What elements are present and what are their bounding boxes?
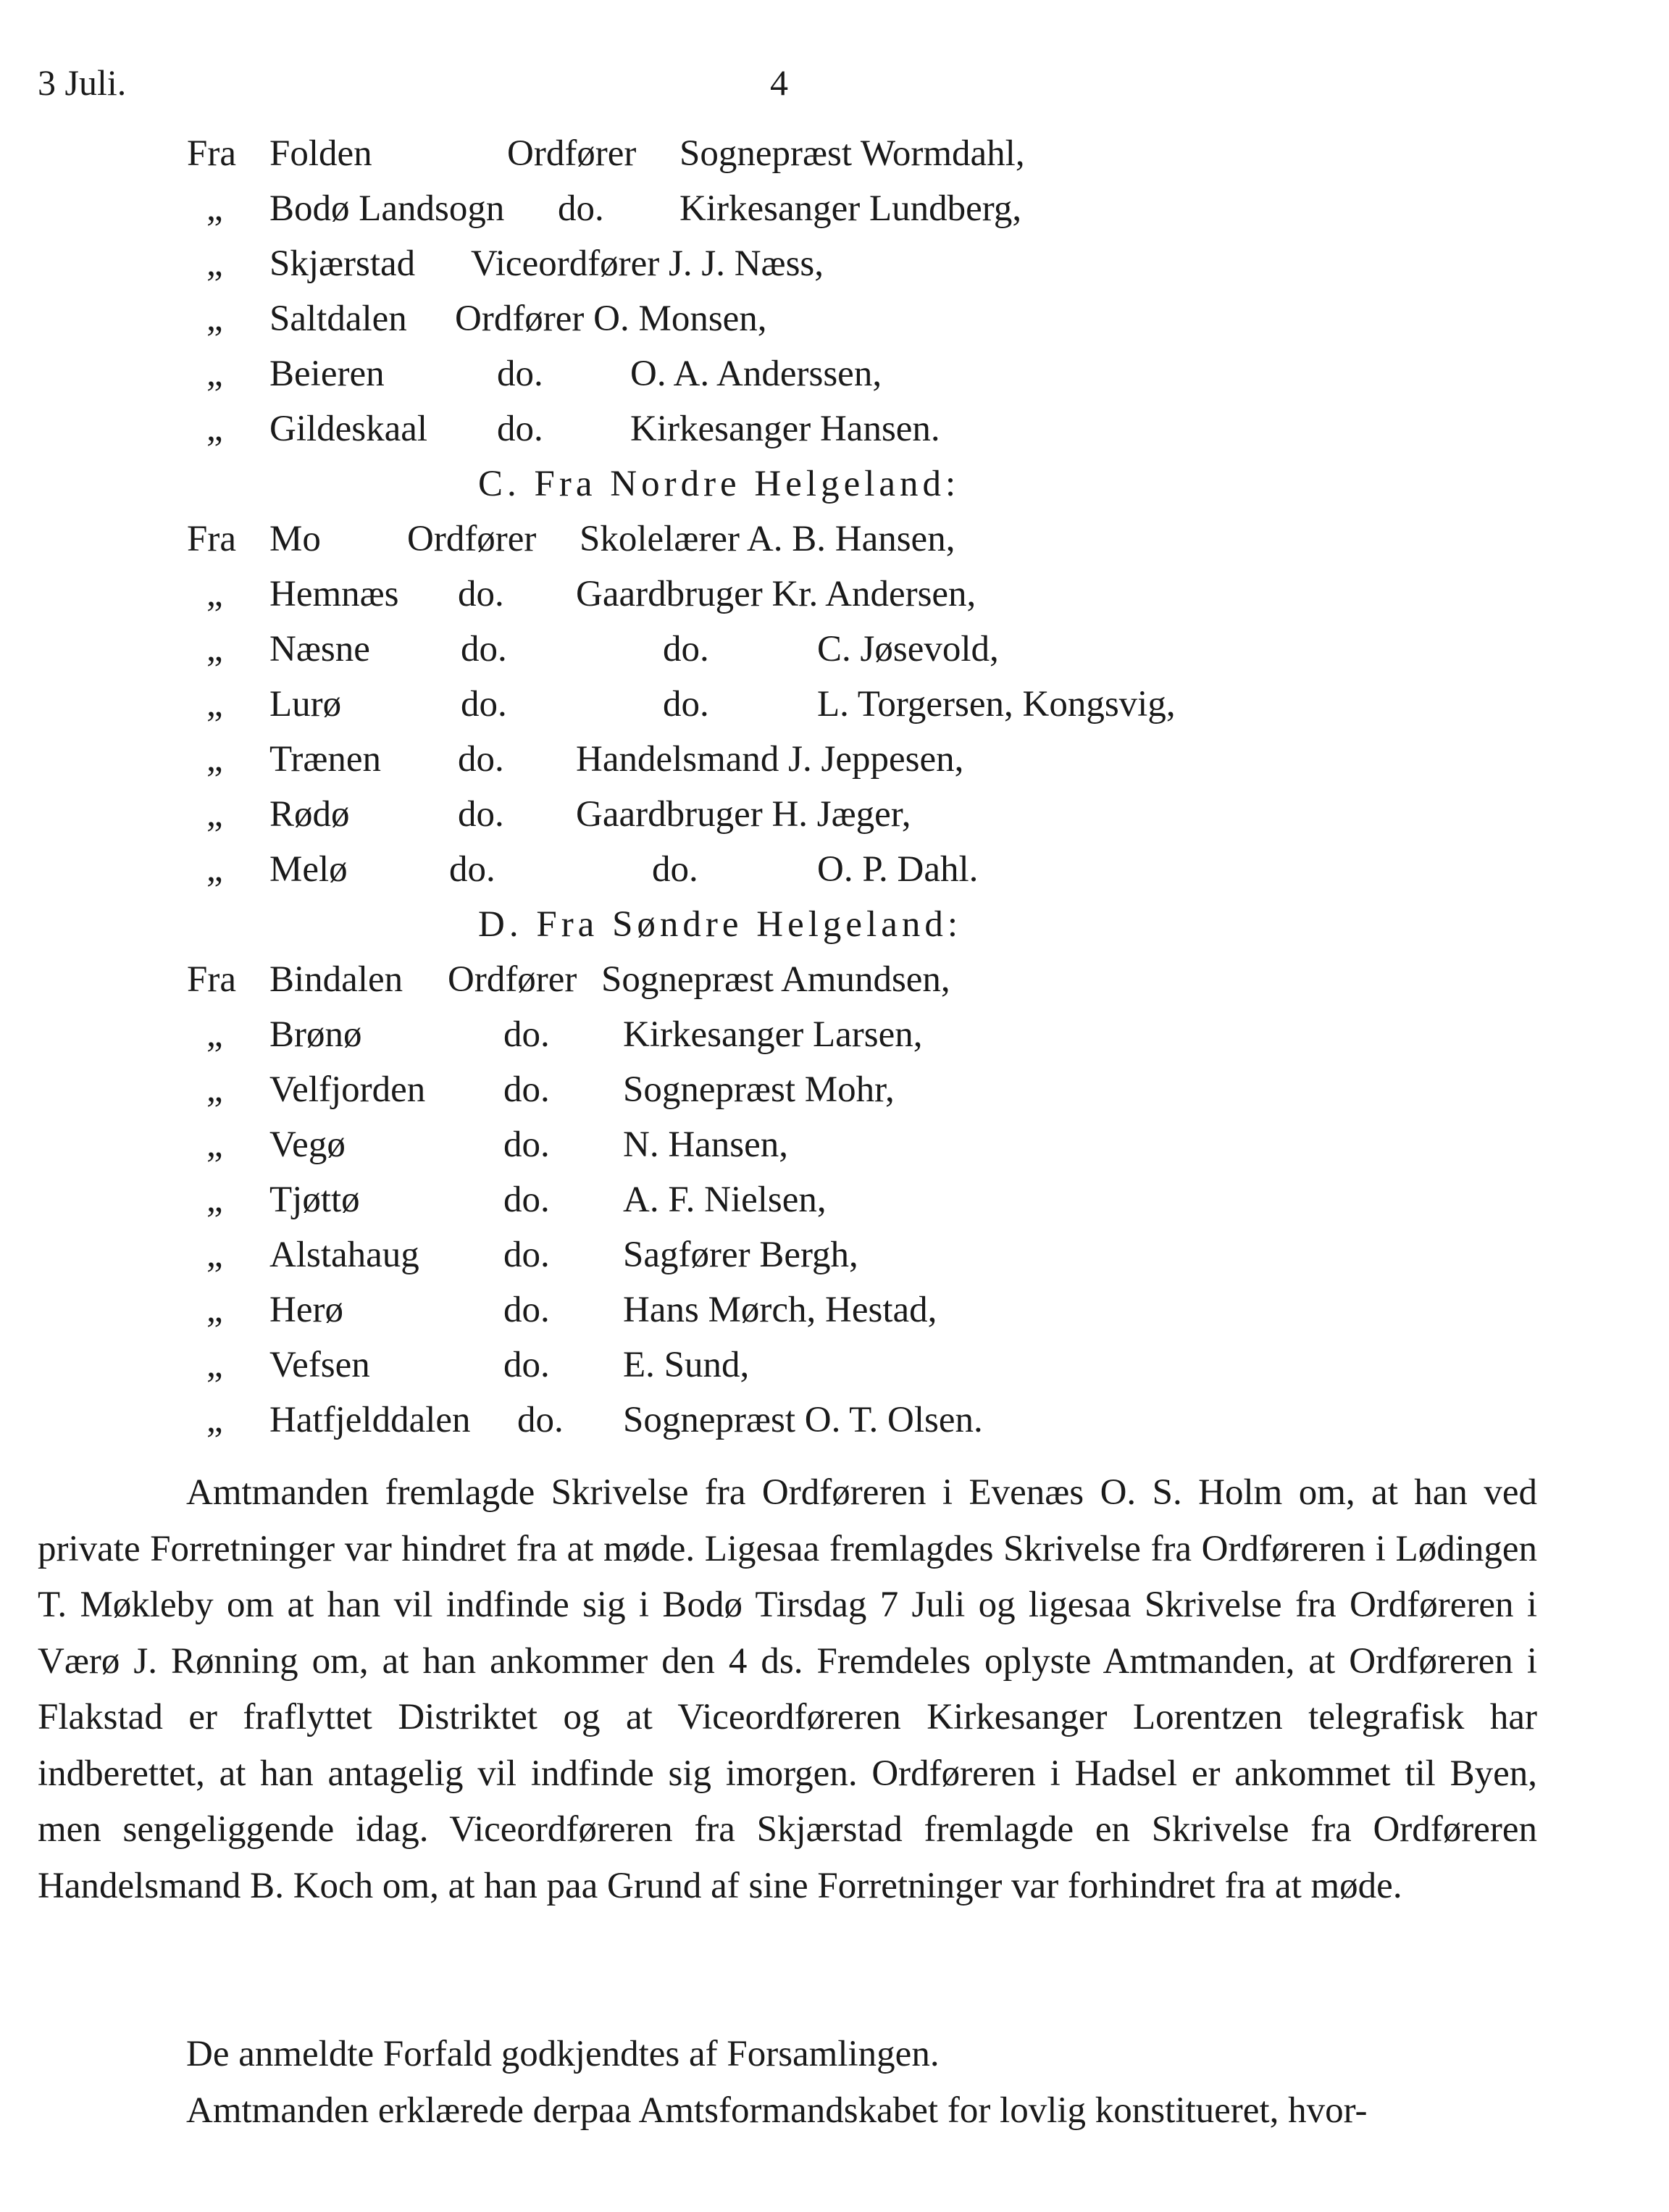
paragraph-absences: Amtmanden fremlagde Skrivelse fra Ordføreren i Evenæs O. S. Holm om, at han ved private Forretninger var hindret fra at møde. Ligesaa fremlagdes Skrivelse fra Ordføreren i Lødingen T. Møkleby om at han vil indfinde sig i Bodø Tirsdag 7 Juli og ligesaa Skrivelse fra Ordføreren i Værø J. Rønning om, at han ankommer den 4 ds. Fremdeles oplyste Amtmanden, at Ordføreren i Flakstad er fraflyttet Distriktet og at Viceordføreren Kirkesanger Lorentzen telegrafisk har indberettet, at han antagelig vil indfinde sig imorgen. Ordføreren i Hadsel er ankommet til Byen, men sengeliggende idag. Viceordføreren fra Skjærstad fremlagde en Skrivelse fra Ordføreren Handelsmand B. Koch om, at han paa Grund af sine Forretninger var forhindret fra at møde. <box>38 1472 1537 1906</box>
delegate-row <box>0 346 1669 401</box>
role: do. <box>461 629 507 669</box>
delegate-row <box>0 952 1669 1007</box>
role: Ordfører O. Monsen, <box>455 299 767 339</box>
delegate-name: Hans Mørch, Hestad, <box>623 1290 937 1330</box>
delegate-name: N. Hansen, <box>623 1124 789 1165</box>
paragraph-constitution: Amtmanden erklærede derpaa Amtsformandskabet for lovlig konstitueret, hvor- <box>186 2090 1368 2131</box>
delegate-row <box>0 1007 1669 1062</box>
delegate-name: Kirkesanger Hansen. <box>630 409 940 449</box>
delegate-name: E. Sund, <box>623 1345 750 1385</box>
delegate-name: Sognepræst Amundsen, <box>601 959 950 1000</box>
place-name: Rødø <box>269 794 350 835</box>
page-number: 4 <box>770 62 788 103</box>
delegate-row <box>0 1227 1669 1282</box>
delegate-name: do. <box>663 629 709 669</box>
place-name: Velfjorden <box>269 1069 426 1110</box>
place-name: Lurø <box>269 684 342 725</box>
place-name: Brønø <box>269 1014 362 1055</box>
role: do. <box>558 188 604 229</box>
role: do. <box>458 574 504 614</box>
delegate-name: Sognepræst O. T. Olsen. <box>623 1400 983 1440</box>
delegate-row <box>0 1393 1669 1448</box>
page-date: 3 Juli. <box>38 62 127 103</box>
section-heading: C. Fra Nordre Helgeland: <box>478 464 961 504</box>
ditto-mark: „ <box>206 243 223 284</box>
delegate-name: do. <box>652 849 698 890</box>
ditto-mark: „ <box>206 574 223 614</box>
delegate-name: Skolelærer A. B. Hansen, <box>580 519 955 559</box>
place-name: Tjøttø <box>269 1180 360 1220</box>
ditto-mark: „ <box>206 354 223 394</box>
place-name: Vefsen <box>269 1345 370 1385</box>
delegate-row <box>0 1062 1669 1117</box>
delegate-name: Sognepræst Mohr, <box>623 1069 895 1110</box>
ditto-mark: „ <box>206 849 223 890</box>
role: do. <box>497 409 543 449</box>
delegate-name: Kirkesanger Larsen, <box>623 1014 923 1055</box>
delegate-name: Handelsmand J. Jeppesen, <box>576 739 964 780</box>
role: do. <box>461 684 507 725</box>
place-name: Alstahaug <box>269 1235 419 1275</box>
ditto-mark: „ <box>206 1400 223 1440</box>
delegate-row <box>0 236 1669 291</box>
role: do. <box>503 1345 550 1385</box>
row-prefix: Fra <box>187 133 236 174</box>
delegate-row <box>0 126 1669 181</box>
delegate-row <box>0 677 1669 732</box>
place-name: Folden <box>269 133 372 174</box>
delegate-name: A. F. Nielsen, <box>623 1180 827 1220</box>
delegate-name: O. A. Anderssen, <box>630 354 882 394</box>
ditto-mark: „ <box>206 739 223 780</box>
delegate-row <box>0 1337 1669 1393</box>
section-heading: D. Fra Søndre Helgeland: <box>478 904 963 945</box>
role: do. <box>503 1069 550 1110</box>
delegate-row <box>0 181 1669 236</box>
role: do. <box>503 1124 550 1165</box>
ditto-mark: „ <box>206 1124 223 1165</box>
delegate-row <box>0 1117 1669 1172</box>
role: do. <box>503 1290 550 1330</box>
delegate-name: Kirkesanger Lundberg, <box>679 188 1022 229</box>
paragraph-approval: De anmeldte Forfald godkjendtes af Forsamlingen. <box>186 2034 940 2074</box>
role: Ordfører <box>507 133 637 174</box>
place-name: Vegø <box>269 1124 346 1165</box>
ditto-mark: „ <box>206 1014 223 1055</box>
place-name: Saltdalen <box>269 299 407 339</box>
delegate-name: do. <box>663 684 709 725</box>
ditto-mark: „ <box>206 299 223 339</box>
delegate-row <box>0 842 1669 897</box>
ditto-mark: „ <box>206 1069 223 1110</box>
delegate-name: Gaardbruger Kr. Andersen, <box>576 574 976 614</box>
delegate-name-extra: O. P. Dahl. <box>817 849 979 890</box>
place-name: Trænen <box>269 739 381 780</box>
place-name: Gildeskaal <box>269 409 428 449</box>
role: do. <box>503 1180 550 1220</box>
role: do. <box>458 739 504 780</box>
role: do. <box>497 354 543 394</box>
role: do. <box>458 794 504 835</box>
ditto-mark: „ <box>206 629 223 669</box>
role: do. <box>517 1400 564 1440</box>
delegate-name: Gaardbruger H. Jæger, <box>576 794 911 835</box>
place-name: Beieren <box>269 354 385 394</box>
place-name: Mo <box>269 519 321 559</box>
place-name: Bodø Landsogn <box>269 188 505 229</box>
delegate-row <box>0 622 1669 677</box>
delegate-name-extra: C. Jøsevold, <box>817 629 999 669</box>
delegate-name: Sagfører Bergh, <box>623 1235 858 1275</box>
delegate-row <box>0 291 1669 346</box>
role: do. <box>503 1235 550 1275</box>
ditto-mark: „ <box>206 794 223 835</box>
ditto-mark: „ <box>206 409 223 449</box>
ditto-mark: „ <box>206 1180 223 1220</box>
place-name: Næsne <box>269 629 370 669</box>
role: Ordfører <box>448 959 577 1000</box>
row-prefix: Fra <box>187 519 236 559</box>
ditto-mark: „ <box>206 188 223 229</box>
delegate-name: Sognepræst Wormdahl, <box>679 133 1025 174</box>
delegate-row <box>0 1172 1669 1227</box>
place-name: Bindalen <box>269 959 403 1000</box>
ditto-mark: „ <box>206 1290 223 1330</box>
delegate-row <box>0 567 1669 622</box>
ditto-mark: „ <box>206 1345 223 1385</box>
place-name: Hemnæs <box>269 574 399 614</box>
delegate-row <box>0 1282 1669 1337</box>
row-prefix: Fra <box>187 959 236 1000</box>
place-name: Hatfjelddalen <box>269 1400 471 1440</box>
role: do. <box>449 849 495 890</box>
place-name: Melø <box>269 849 348 890</box>
delegate-row <box>0 732 1669 787</box>
role: Ordfører <box>407 519 537 559</box>
delegate-row <box>0 512 1669 567</box>
place-name: Skjærstad <box>269 243 416 284</box>
delegate-row <box>0 401 1669 456</box>
delegate-name-extra: L. Torgersen, Kongsvig, <box>817 684 1176 725</box>
ditto-mark: „ <box>206 1235 223 1275</box>
role: do. <box>503 1014 550 1055</box>
delegate-row <box>0 787 1669 842</box>
ditto-mark: „ <box>206 684 223 725</box>
role: Viceordfører J. J. Næss, <box>471 243 824 284</box>
place-name: Herø <box>269 1290 343 1330</box>
